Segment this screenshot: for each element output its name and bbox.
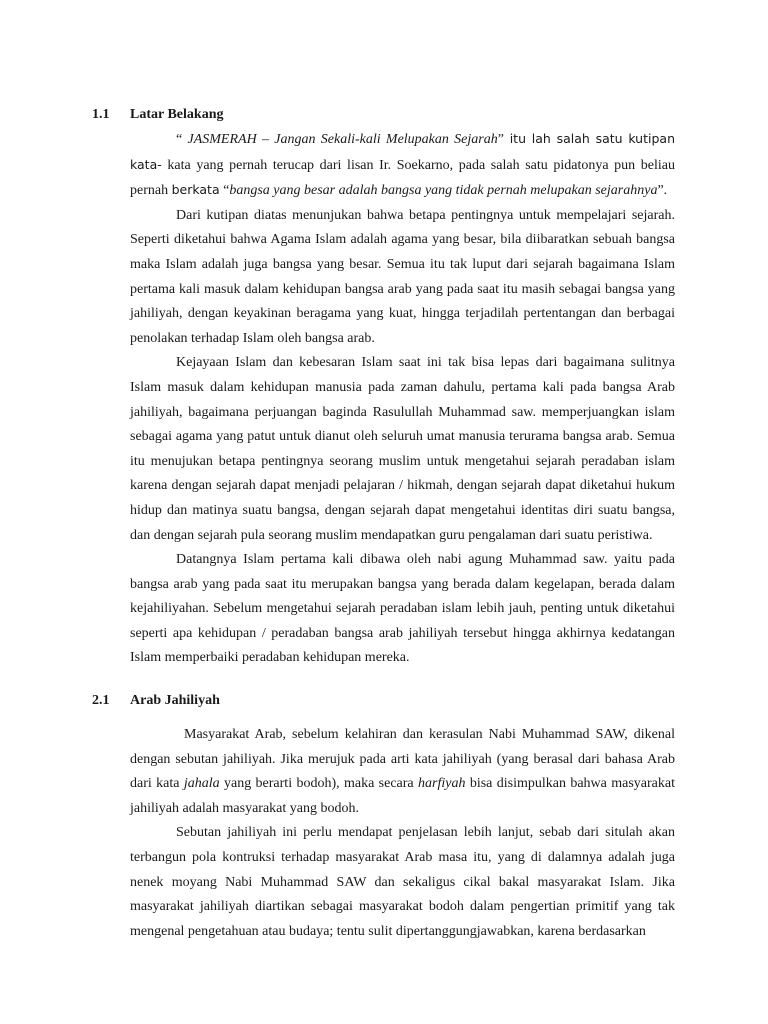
paragraph-jasmerah	[130, 127, 675, 204]
paragraph-masyarakat-arab	[130, 723, 675, 821]
paragraph-dari-kutipan: Dari kutipan diatas menunjukan bahwa betapa pentingnya untuk mempelajari sejarah. Seperti diketahui bahwa Agama Islam adalah agama yang besar, bila diibaratkan sebuah bangsa maka Islam adalah juga bangsa yang besar. Semua itu tak luput dari sejarah bagaimana Islam pertama kali masuk dalam kehidupan bangsa arab yang pada saat itu masih sebagai bangsa yang jahiliyah, dengan keyakinan beragama yang kuat, hingga terjadilah pertentangan dan berbagai penolakan terhadap Islam oleh bangsa arab.	[130, 207, 675, 346]
quote-jasmerah: JASMERAH – Jangan Sekali-kali Melupakan Sejarah	[187, 132, 498, 147]
paragraph-datangnya-islam: Datangnya Islam pertama kali dibawa oleh nabi agung Muhammad saw. yaitu pada bangsa arab yang pada saat itu merupakan bangsa yang berada dalam kegelapan, berada dalam kejahiliyahan. Sebelum mengetahui sejarah peradaban islam lebih jauh, penting untuk diketahui seperti apa kehidupan / peradaban bangsa arab jahiliyah tersebut hingga akhirnya kedatangan Islam memperbaiki peradaban kehidupan mereka.	[130, 552, 675, 666]
term-harfiyah: harfiyah	[418, 776, 466, 792]
quote-mark: “	[176, 132, 188, 147]
section-number: 2.1	[92, 693, 110, 709]
paragraph-sebutan-jahiliyah: Sebutan jahiliyah ini perlu mendapat penjelasan lebih lanjut, sebab dari situlah akan terbangun pola kontruksi terhadap masyarakat Arab masa itu, yang di dalamnya adalah juga nenek moyang Nabi Muhammad SAW dan sekaligus cikal bakal masyarakat Islam. Jika masyarakat jahiliyah diartikan sebagai masyarakat bodoh dalam pengertian primitif yang tak mengenal pengetahuan atau budaya; tentu sulit dipertanggungjawabkan, karena berdasarkan	[130, 825, 675, 939]
paragraph-text: yang berarti bodoh), maka secara	[219, 776, 419, 792]
section-title: Latar Belakang	[130, 107, 224, 122]
quote-mark: ”.	[657, 183, 668, 199]
quote-mark: ”	[497, 132, 504, 147]
section-heading-arab-jahiliyah	[92, 691, 675, 711]
paragraph-text: Masyarakat Arab, sebelum kelahiran dan kerasulan Nabi Muhammad SAW, dikenal dengan sebutan jahiliyah. Jika merujuk pada arti kata jahiliyah (yang berasal dari bahasa Arab dari kata	[130, 727, 675, 792]
section-heading-latar-belakang	[92, 105, 675, 125]
sans-text-run: itu lah salah satu kutipan kata-	[130, 131, 675, 172]
sans-word-berkata: berkata	[171, 182, 220, 198]
paragraph-kejayaan-islam: Kejayaan Islam dan kebesaran Islam saat ini tak bisa lepas dari bagaimana sulitnya Islam masuk dalam kehidupan manusia pada zaman dahulu, pertama kali pada bangsa Arab jahiliyah, bagaimana perjuangan baginda Rasulullah Muhammad saw. memperjuangkan islam sebagai agama yang patut untuk dianut oleh seluruh umat manusia terurama bangsa arab. Semua itu menujukan betapa pentingnya seorang muslim untuk mengetahui sejarah peradaban islam karena dengan sejarah dapat menjadi pelajaran / hikmah, dengan sejarah dapat diketahui hukum hidup dan matinya suatu bangsa, dengan sejarah dapat mengetahui identitas diri suatu bangsa, dan dengan sejarah pula seorang muslim mendapatkan guru pengalaman dari suatu peristiwa.	[130, 355, 675, 543]
quote-bangsa-besar: bangsa yang besar adalah bangsa yang tidak pernah melupakan sejarahnya	[229, 183, 658, 199]
document-page	[92, 105, 676, 944]
section-title: Arab Jahiliyah	[130, 693, 220, 709]
quote-mark: “	[219, 183, 230, 199]
section-number: 1.1	[92, 107, 110, 122]
paragraph-text: bisa disimpulkan bahwa masyarakat jahiliyah adalah masyarakat yang bodoh.	[130, 776, 675, 816]
term-jahala: jahala	[183, 776, 220, 792]
paragraph-text: kata yang pernah terucap dari lisan Ir. Soekarno, pada salah satu pidatonya pun beliau pernah	[130, 157, 676, 199]
